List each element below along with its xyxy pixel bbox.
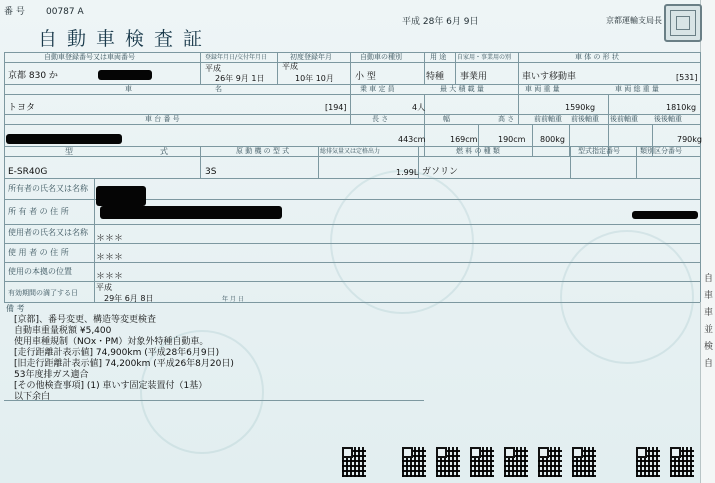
body-shape-code: [531] xyxy=(676,73,698,82)
label-max-load: 最 大 積 載 量 xyxy=(440,85,484,93)
reg-date: 26年 9月 1日 xyxy=(215,74,265,83)
qr-code xyxy=(636,447,660,477)
vehicle-weight: 1590kg xyxy=(565,103,596,112)
label-registration-date: 登録年月日/交付年月日 xyxy=(205,54,268,61)
label-home-location: 使用の本拠の位置 xyxy=(8,267,72,276)
vehicle-use: 特種 xyxy=(426,72,445,82)
maker: トヨタ xyxy=(8,103,36,113)
remark-line: 53年度排ガス適合 xyxy=(14,370,89,380)
remark-line: [旧走行距離計表示値] 74,200km (平成26年8月20日) xyxy=(14,359,234,369)
document-title: 自動車検査証 xyxy=(38,28,213,50)
registration-number: 京都 830 か xyxy=(8,71,58,81)
label-first-registration: 初度登録年月 xyxy=(290,53,332,61)
maker-code: [194] xyxy=(325,103,347,112)
label-expiry: 有効期間の満了する日 xyxy=(8,289,78,297)
label-rear-front-axle: 後前軸重 xyxy=(610,115,638,123)
expiry-date: 29年 6月 8日 xyxy=(104,294,154,303)
label-category: 類別区分番号 xyxy=(640,147,682,155)
label-owner-address: 所 有 者 の 住 所 xyxy=(8,207,69,216)
remark-line: [京都]、番号変更、構造等変更検査 xyxy=(14,315,157,325)
label-owner-name: 所有者の氏名又は名称 xyxy=(8,184,88,193)
watermark-circle xyxy=(560,230,694,364)
user-name: ＊＊＊ xyxy=(96,234,124,244)
expiry-era: 平成 xyxy=(96,283,112,292)
edge-text: 並 xyxy=(704,325,714,335)
displacement: 1.99L xyxy=(396,168,419,177)
label-rear-rear-axle: 後後軸重 xyxy=(654,115,682,123)
label-registration-number: 自動車登録番号又は車両番号 xyxy=(44,53,135,61)
edge-text: 検 xyxy=(704,342,714,352)
qr-code xyxy=(538,447,562,477)
redaction xyxy=(632,211,698,219)
label-front-front-axle: 前前軸重 xyxy=(534,115,562,123)
label-vehicle-weight: 車 両 重 量 xyxy=(525,85,560,93)
user-address: ＊＊＊ xyxy=(96,253,124,263)
length: 443cm xyxy=(398,135,426,144)
label-user-address: 使 用 者 の 住 所 xyxy=(8,248,69,257)
label-model: 型 xyxy=(65,147,73,156)
vehicle-kind: 小 型 xyxy=(355,72,376,82)
edge-text: 自 xyxy=(704,274,714,284)
label-type-designation: 型式指定番号 xyxy=(578,147,620,155)
qr-code xyxy=(436,447,460,477)
qr-code xyxy=(572,447,596,477)
label-displacement: 総排気量又は定格出力 xyxy=(320,148,381,155)
label-format: 式 xyxy=(160,147,168,156)
reg-era: 平成 xyxy=(205,64,221,73)
label-front-rear-axle: 前後軸重 xyxy=(571,115,599,123)
label-name: 名 xyxy=(215,85,222,93)
label-body-shape: 車 体 の 形 状 xyxy=(575,53,619,61)
gross-weight: 1810kg xyxy=(666,103,697,112)
qr-code xyxy=(342,447,366,477)
label-remarks: 備 考 xyxy=(6,304,25,313)
official-seal xyxy=(664,4,702,42)
redaction xyxy=(98,70,152,80)
engine-model: 3S xyxy=(205,167,217,177)
remark-line: [その他検査事項] (1) 車いす固定装置付（1基） xyxy=(14,381,208,391)
remark-line: 使用車種規制（NOx・PM）対象外特種自動車。 xyxy=(14,337,209,347)
capacity: 4人 xyxy=(412,103,426,112)
cert-number: 00787 A xyxy=(46,7,84,17)
label-width: 幅 xyxy=(443,115,450,123)
front-front-axle: 800kg xyxy=(540,135,565,144)
issue-date: 平成 28年 6月 9日 xyxy=(402,17,479,27)
label-height: 高 さ xyxy=(498,115,515,123)
adjacent-page-edge xyxy=(700,0,715,483)
remark-line: [走行距離計表示値] 74,900km (平成28年6月9日) xyxy=(14,348,220,358)
label-capacity: 乗 車 定 員 xyxy=(360,85,395,93)
label-use: 用 途 xyxy=(430,53,447,61)
body-shape: 車いす移動車 xyxy=(522,72,577,82)
height: 190cm xyxy=(498,135,526,144)
fuel-type: ガソリン xyxy=(422,167,459,177)
rear-rear-axle: 790kg xyxy=(677,135,702,144)
private-business: 事業用 xyxy=(460,72,488,82)
expiry-blank-date: 年 月 日 xyxy=(222,296,244,303)
redaction xyxy=(100,206,282,219)
cert-number-label: 番 号 xyxy=(4,7,25,17)
qr-code xyxy=(470,447,494,477)
watermark-circle xyxy=(330,167,474,314)
edge-text: 車 xyxy=(704,308,714,318)
label-user-name: 使用者の氏名又は名称 xyxy=(8,228,88,237)
first-reg-era: 平成 xyxy=(282,62,298,71)
edge-text: 自 xyxy=(704,359,714,369)
label-length: 長 さ xyxy=(372,115,389,123)
redaction xyxy=(6,134,122,144)
label-gross-weight: 車 両 総 重 量 xyxy=(615,85,659,93)
redaction xyxy=(96,186,146,206)
label-engine-model: 原 動 機 の 型 式 xyxy=(236,147,290,155)
issuer-office: 京都運輸支局長 xyxy=(606,16,662,25)
first-reg-date: 10年 10月 xyxy=(295,74,334,83)
qr-code xyxy=(504,447,528,477)
label-maker: 車 xyxy=(125,85,132,93)
label-fuel: 燃 料 の 種 類 xyxy=(456,147,500,155)
qr-code xyxy=(670,447,694,477)
edge-text: 車 xyxy=(704,291,714,301)
label-vehicle-kind: 自動車の種別 xyxy=(360,53,402,61)
label-chassis-number: 車 台 番 号 xyxy=(145,115,180,123)
remark-line: 以下余白 xyxy=(14,392,51,402)
qr-code xyxy=(402,447,426,477)
vehicle-model: E-SR40G xyxy=(8,167,48,177)
remark-line: 自動車重量税額 ¥5,400 xyxy=(14,326,112,336)
width: 169cm xyxy=(450,135,478,144)
home-location: ＊＊＊ xyxy=(96,272,124,282)
label-private-business: 自家用・事業用の別 xyxy=(457,54,512,61)
